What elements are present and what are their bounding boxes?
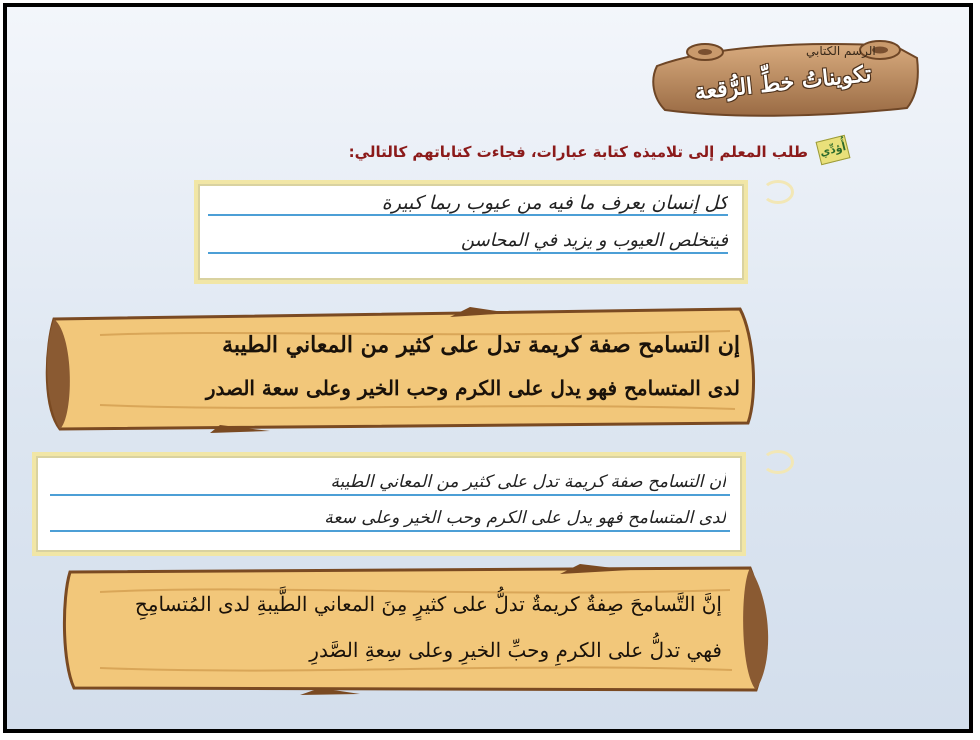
- task-badge: أُؤدِّي: [816, 135, 851, 166]
- instruction-text: طلب المعلم إلى تلاميذه كتابة عبارات، فجاءت كتاباتهم كالتالي:: [348, 143, 808, 161]
- option-circle-1[interactable]: [762, 180, 794, 204]
- handwriting-box-2: [32, 452, 746, 556]
- wood-plank-2: [60, 562, 780, 696]
- handwriting-line-2: فيتخلص العيوب و يزيد في المحاسن: [460, 230, 728, 251]
- section-title: تكويناتُ خطِّ الرُّقعة: [693, 60, 873, 106]
- section-subtitle: الرسم الكتابي: [806, 44, 876, 58]
- handwriting-line-1: كل إنسان يعرف ما فيه من عيوب ربما كبيرة: [381, 192, 728, 214]
- ruled-line: [208, 214, 728, 216]
- wood-plank-1: [40, 305, 765, 433]
- option-circle-2[interactable]: [762, 450, 794, 474]
- ruled-line: [208, 252, 728, 254]
- model-line-2: فهي تدلُّ على الكرمِ وحبِّ الخيرِ وعلى سِعةِ الصَّدرِ: [309, 638, 722, 662]
- handwriting-line-1: أن التسامح صفة كريمة تدل على كثير من المعاني الطيبة: [330, 472, 726, 492]
- model-line-2: لدى المتسامح فهو يدل على الكرم وحب الخير وعلى سعة الصدر: [205, 376, 740, 400]
- model-line-1: إن التسامح صفة كريمة تدل على كثير من المعاني الطيبة: [222, 332, 740, 358]
- ruled-line: [50, 494, 730, 496]
- handwriting-box-1: [194, 180, 748, 284]
- model-line-1: إنَّ التَّسامحَ صِفةٌ كريمةٌ تدلُّ على كثيرٍ مِنَ المعاني الطَّيبةِ لدى المُتسامِحِ: [134, 592, 722, 616]
- ruled-line: [50, 530, 730, 532]
- handwriting-line-2: لدى المتسامح فهو يدل على الكرم وحب الخير وعلى سعة: [324, 508, 726, 528]
